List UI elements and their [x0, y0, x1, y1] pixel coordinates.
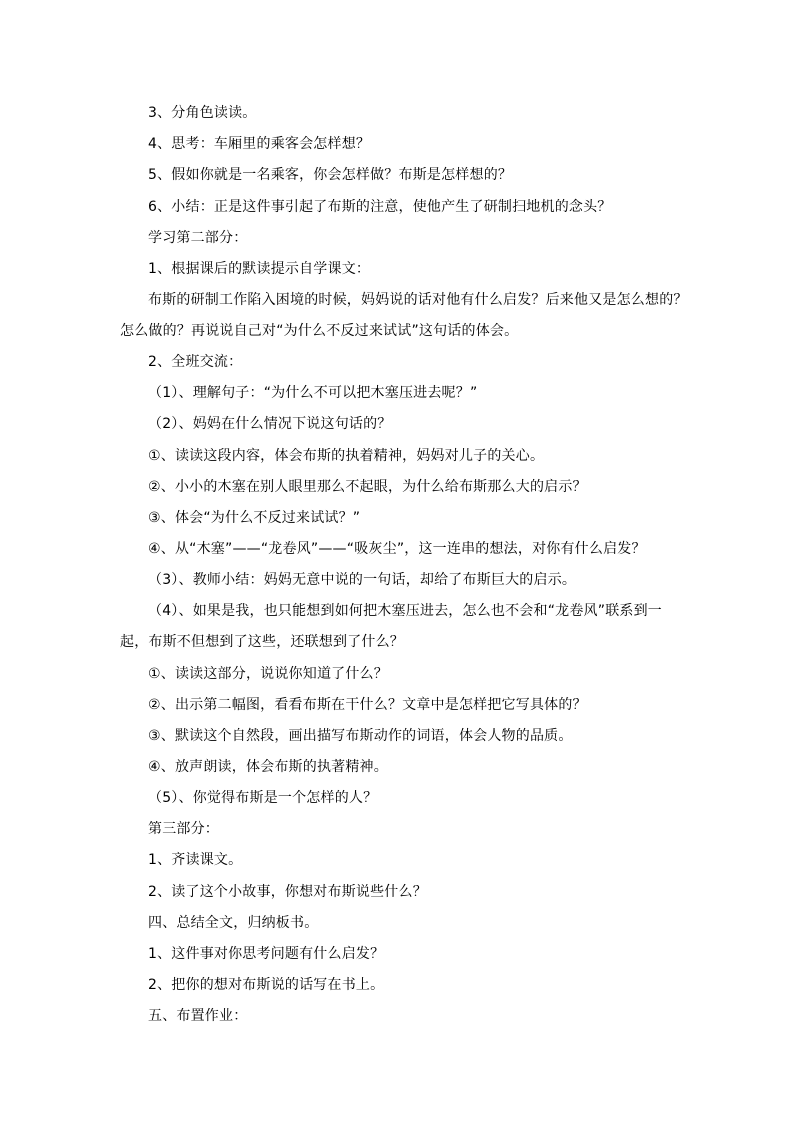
text-line: ③、默读这个自然段，画出描写布斯动作的词语，体会人物的品质。 [148, 728, 573, 744]
section-heading: 第三部分： [148, 821, 219, 837]
text-line: 1、根据课后的默读提示自学课文： [148, 261, 371, 277]
text-line: ①、读读这段内容，体会布斯的执着精神，妈妈对儿子的关心。 [148, 448, 545, 464]
paragraph-line: （4）、如果是我，也只能想到如何把木塞压进去，怎么也不会和“龙卷风”联系到一 [148, 603, 663, 619]
text-line: ②、小小的木塞在别人眼里那么不起眼，为什么给布斯那么大的启示？ [148, 479, 587, 495]
text-line: 1、这件事对你思考问题有什么启发？ [148, 946, 385, 962]
text-line: ④、放声朗读，体会布斯的执著精神。 [148, 759, 388, 775]
text-line: 3、分角色读读。 [148, 105, 257, 121]
text-line: 5、假如你就是一名乘客，你会怎样做？布斯是怎样想的？ [148, 167, 513, 183]
text-line: 1、齐读课文。 [148, 852, 243, 868]
text-line: （3）、教师小结：妈妈无意中说的一句话，却给了布斯巨大的启示。 [148, 572, 577, 588]
text-line: 4、思考：车厢里的乘客会怎样想？ [148, 136, 371, 152]
paragraph-line: 布斯的研制工作陷入困境的时候，妈妈说的话对他有什么启发？后来他又是怎么想的？ [148, 292, 688, 308]
text-line: （2）、妈妈在什么情况下说这句话的？ [148, 416, 392, 432]
section-heading: 四、总结全文，归纳板书。 [148, 915, 319, 931]
text-line: ④、从“木塞”——“龙卷风”——“吸灰尘”，这一连串的想法，对你有什么启发？ [148, 541, 646, 557]
paragraph-line: 起，布斯不但想到了这些，还联想到了什么？ [120, 634, 404, 650]
text-line: 2、读了这个小故事，你想对布斯说些什么？ [148, 884, 427, 900]
text-line: 6、小结：正是这件事引起了布斯的注意，使他产生了研制扫地机的念头？ [148, 199, 612, 215]
section-heading: 五、布置作业： [148, 1008, 248, 1024]
text-line: （5）、你觉得布斯是一个怎样的人？ [148, 790, 378, 806]
text-line: ①、读读这部分，说说你知道了什么？ [148, 666, 388, 682]
section-heading: 学习第二部分： [148, 230, 248, 246]
paragraph-line: 怎么做的？再说说自己对“为什么不反过来试试”这句话的体会。 [120, 323, 519, 339]
text-line: ③、体会“为什么不反过来试试？” [148, 510, 361, 526]
text-line: （1）、理解句子：“为什么不可以把木塞压进去呢？” [148, 385, 478, 401]
text-line: ②、出示第二幅图，看看布斯在干什么？文章中是怎样把它写具体的？ [148, 697, 587, 713]
text-line: 2、全班交流： [148, 354, 243, 370]
text-line: 2、把你的想对布斯说的话写在书上。 [148, 977, 385, 993]
